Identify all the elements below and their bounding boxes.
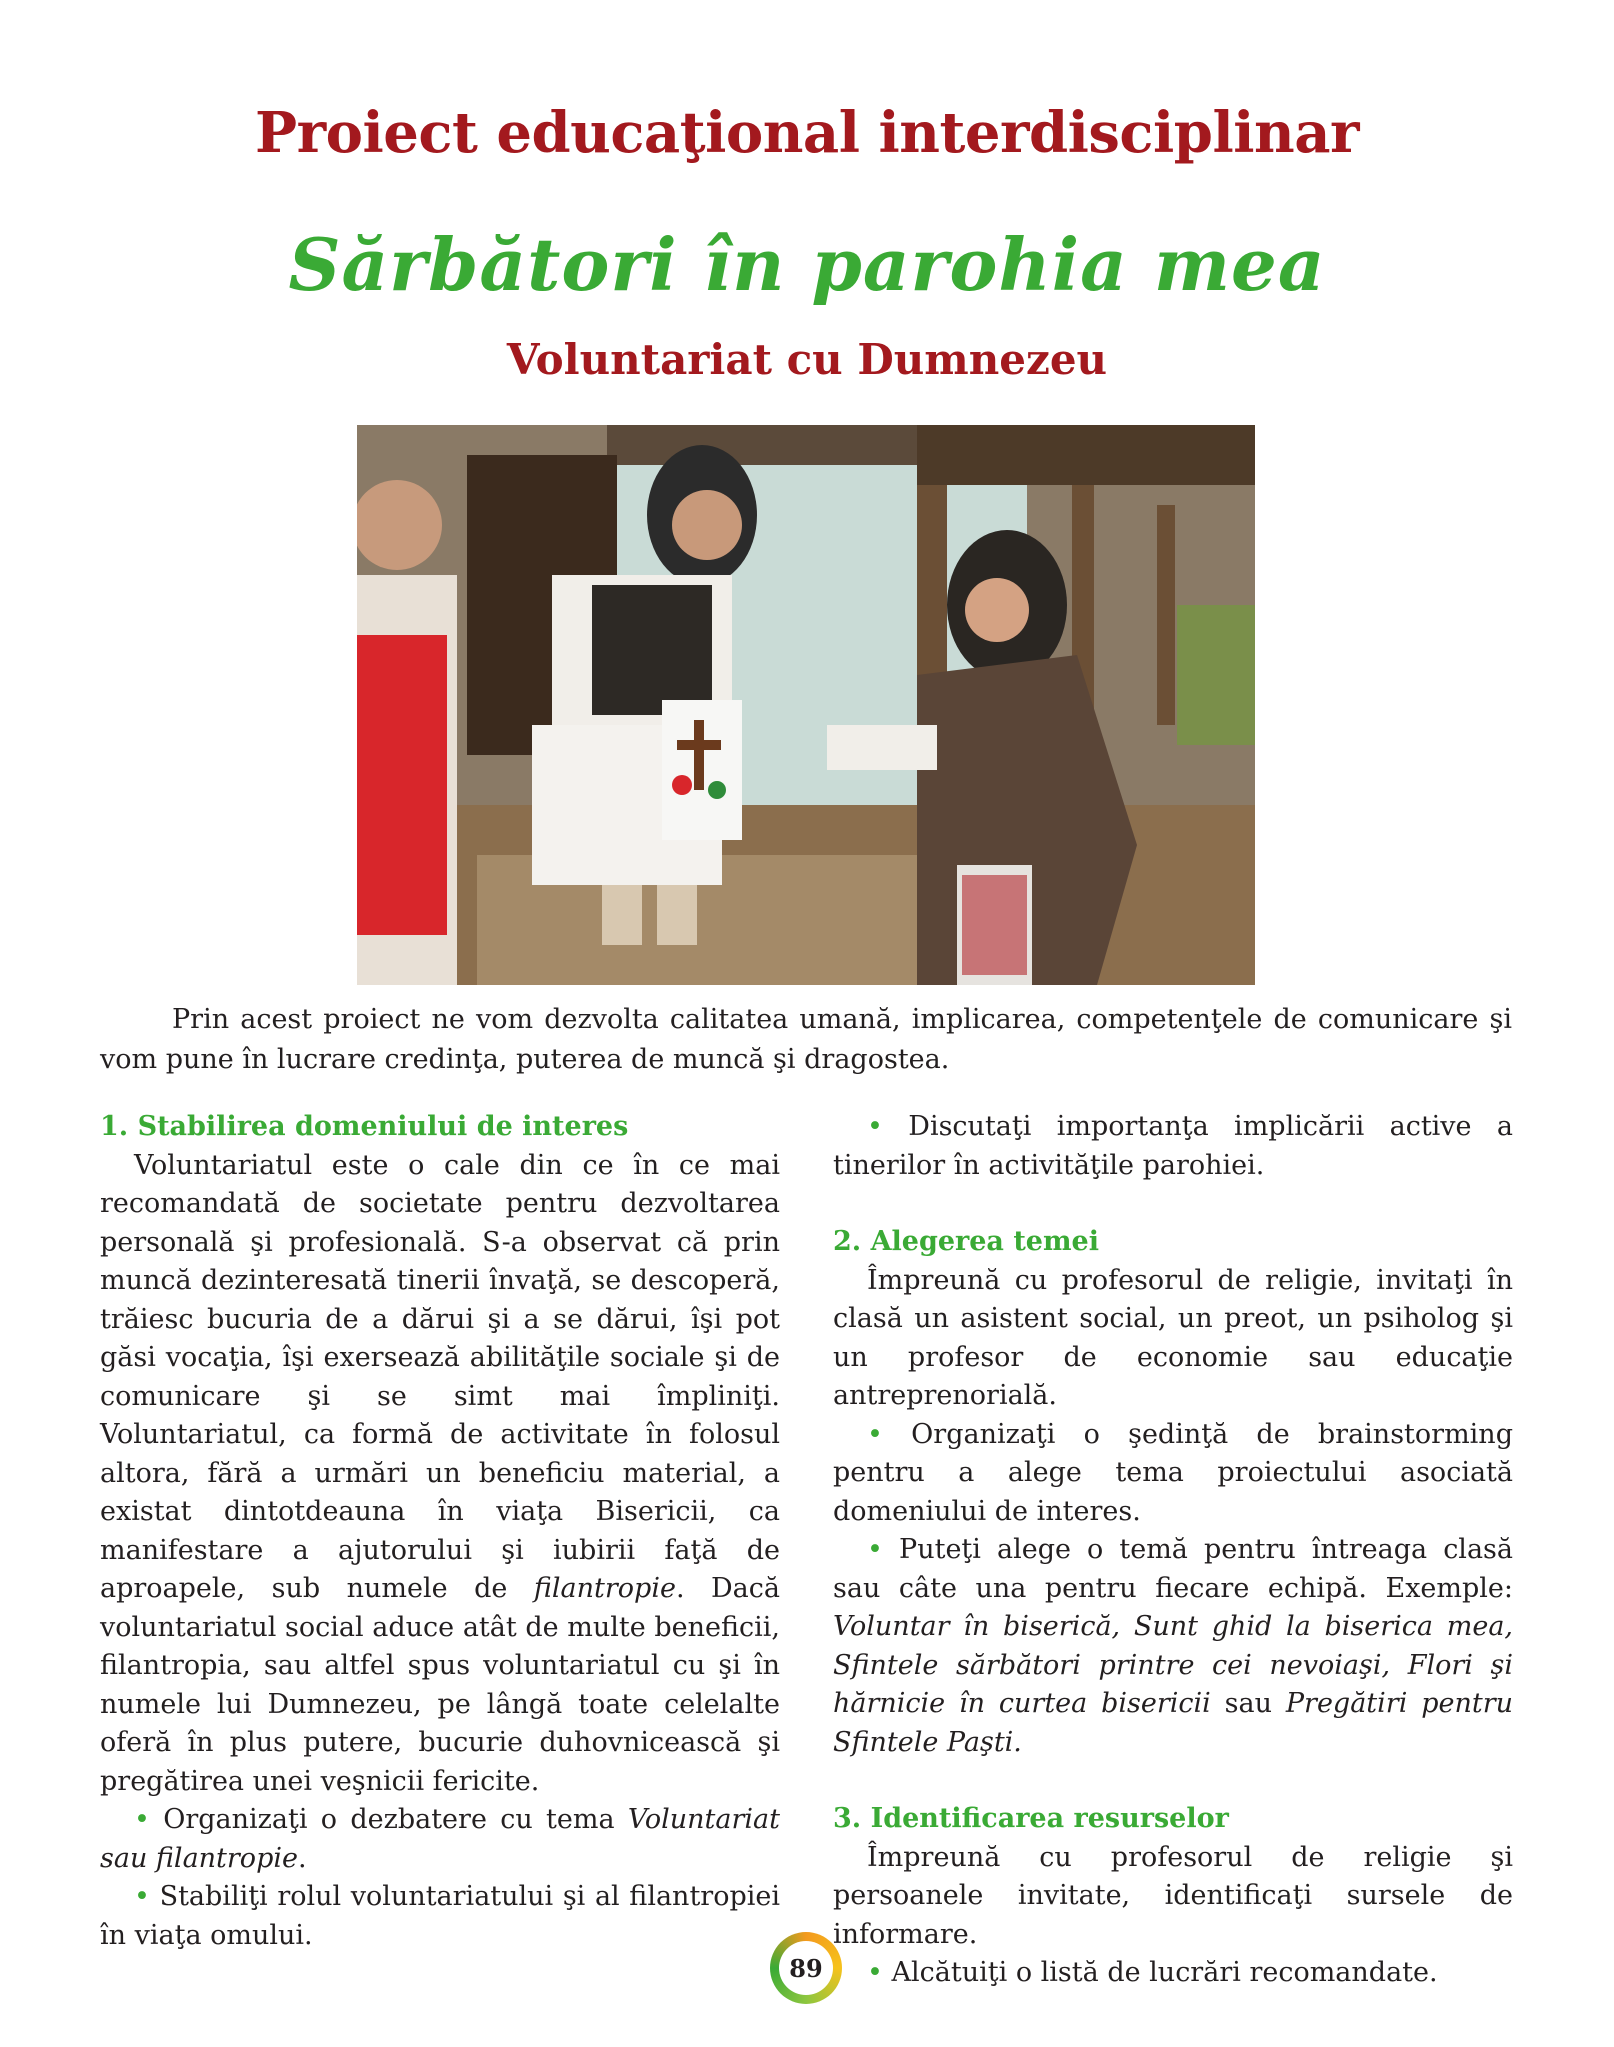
bullet-icon: •	[867, 1957, 883, 1988]
page-title: Proiect educaţional interdisciplinar	[255, 100, 1359, 166]
bullet-icon: •	[867, 1534, 883, 1565]
section-1-paragraph	[100, 1147, 780, 1802]
section-heading-2: 2. Alegerea temei	[833, 1226, 1099, 1257]
left-column	[100, 1108, 780, 1955]
bullet-text: Puteţi alege o temă pentru întreaga clasă sau câte una pentru fiecare echipă. Exemple:	[833, 1534, 1513, 1604]
section-2-paragraph: Împreună cu profesorul de religie, invitaţi în clasă un asistent social, un preot, un psiholog şi un profesor de economie sau educaţie antreprenorială.	[833, 1264, 1513, 1411]
page-number: 89	[779, 1941, 833, 1995]
section-3-paragraph: Împreună cu profesorul de religie şi persoanele invitate, identificaţi sursele de informare.	[833, 1841, 1513, 1950]
script-title: Sărbători în parohia mea	[288, 222, 1326, 307]
bullet-text: Organizaţi o şedinţă de brainstorming pentru a alege tema proiectului asociată domeniului de interes.	[833, 1418, 1513, 1527]
subtitle: Voluntariat cu Dumnezeu	[506, 335, 1108, 384]
bullet-icon: •	[134, 1804, 150, 1835]
emphasis-text: Voluntariat sau filantropie	[100, 1804, 780, 1874]
bullet-item	[100, 1801, 780, 1878]
bullet-icon: •	[867, 1418, 883, 1450]
paragraph-text: . Dacă voluntariatul social aduce atât de multe beneficii, filantropia, sau altfel spus voluntariatul cu şi în numele lui Dumnezeu, pe lângă toate celelalte oferă în plus putere, bucurie duhovnicească şi pregătirea unei veşnicii fericite.	[100, 1573, 780, 1797]
bullet-text: Stabiliţi rolul voluntariatului şi al filantropiei în viaţa omului.	[100, 1881, 780, 1951]
bullet-text: Alcătuiţi o listă de lucrări recomandate.	[891, 1957, 1438, 1988]
bullet-item	[833, 1416, 1513, 1532]
right-column	[833, 1108, 1513, 1993]
bullet-item	[833, 1108, 1513, 1185]
paragraph-text: Voluntariatul este o cale din ce în ce mai recomandată de societate pentru dezvoltarea personală şi profesională. S-a observat că prin muncă dezinteresată tinerii învaţă, se descoperă, trăiesc bucuria de a dărui şi a se dărui, îşi pot găsi vocaţia, îşi exersează abilităţile sociale şi de comunicare şi se simt mai împliniţi. Voluntariatul, ca formă de activitate în folosul altora, fără a urmări un beneficiu material, a existat dintotdeauna în viaţa Bisericii, ca manifestare a ajutorului şi iubirii faţă de aproapele, sub numele de	[100, 1149, 780, 1604]
bullet-icon: •	[134, 1881, 150, 1912]
bullet-text: sau	[1210, 1688, 1286, 1719]
photo-illustration	[357, 425, 1255, 985]
section-heading-1: 1. Stabilirea domeniului de interes	[100, 1111, 629, 1142]
bullet-item	[100, 1878, 780, 1955]
section-heading-3: 3. Identificarea resurselor	[833, 1803, 1229, 1834]
bullet-text: Organizaţi o dezbatere cu tema	[163, 1804, 628, 1835]
bullet-item	[833, 1531, 1513, 1762]
page-number-badge	[770, 1932, 842, 2004]
emphasis-text: filantropie	[533, 1573, 676, 1604]
emphasis-text: Voluntar în biserică, Sunt ghid la biserica mea, Sfintele sărbători printre cei nevoiaşi, Flori şi hărnicie în curtea bisericii	[833, 1611, 1513, 1719]
bullet-item	[833, 1954, 1513, 1993]
bullet-text: Discutaţi importanţa implicării active a tinerilor în activităţile parohiei.	[833, 1111, 1513, 1181]
bullet-text: .	[297, 1842, 307, 1874]
intro-paragraph: Prin acest proiect ne vom dezvolta calitatea umană, implicarea, competenţele de comunicare şi vom pune în lucrare credinţa, puterea de muncă şi dragostea.	[100, 1004, 1512, 1075]
bullet-icon: •	[867, 1111, 883, 1142]
emphasis-text: Pregătiri pentru Sfintele Paşti.	[833, 1688, 1513, 1758]
photo-women-traditional-costume	[357, 425, 1255, 985]
